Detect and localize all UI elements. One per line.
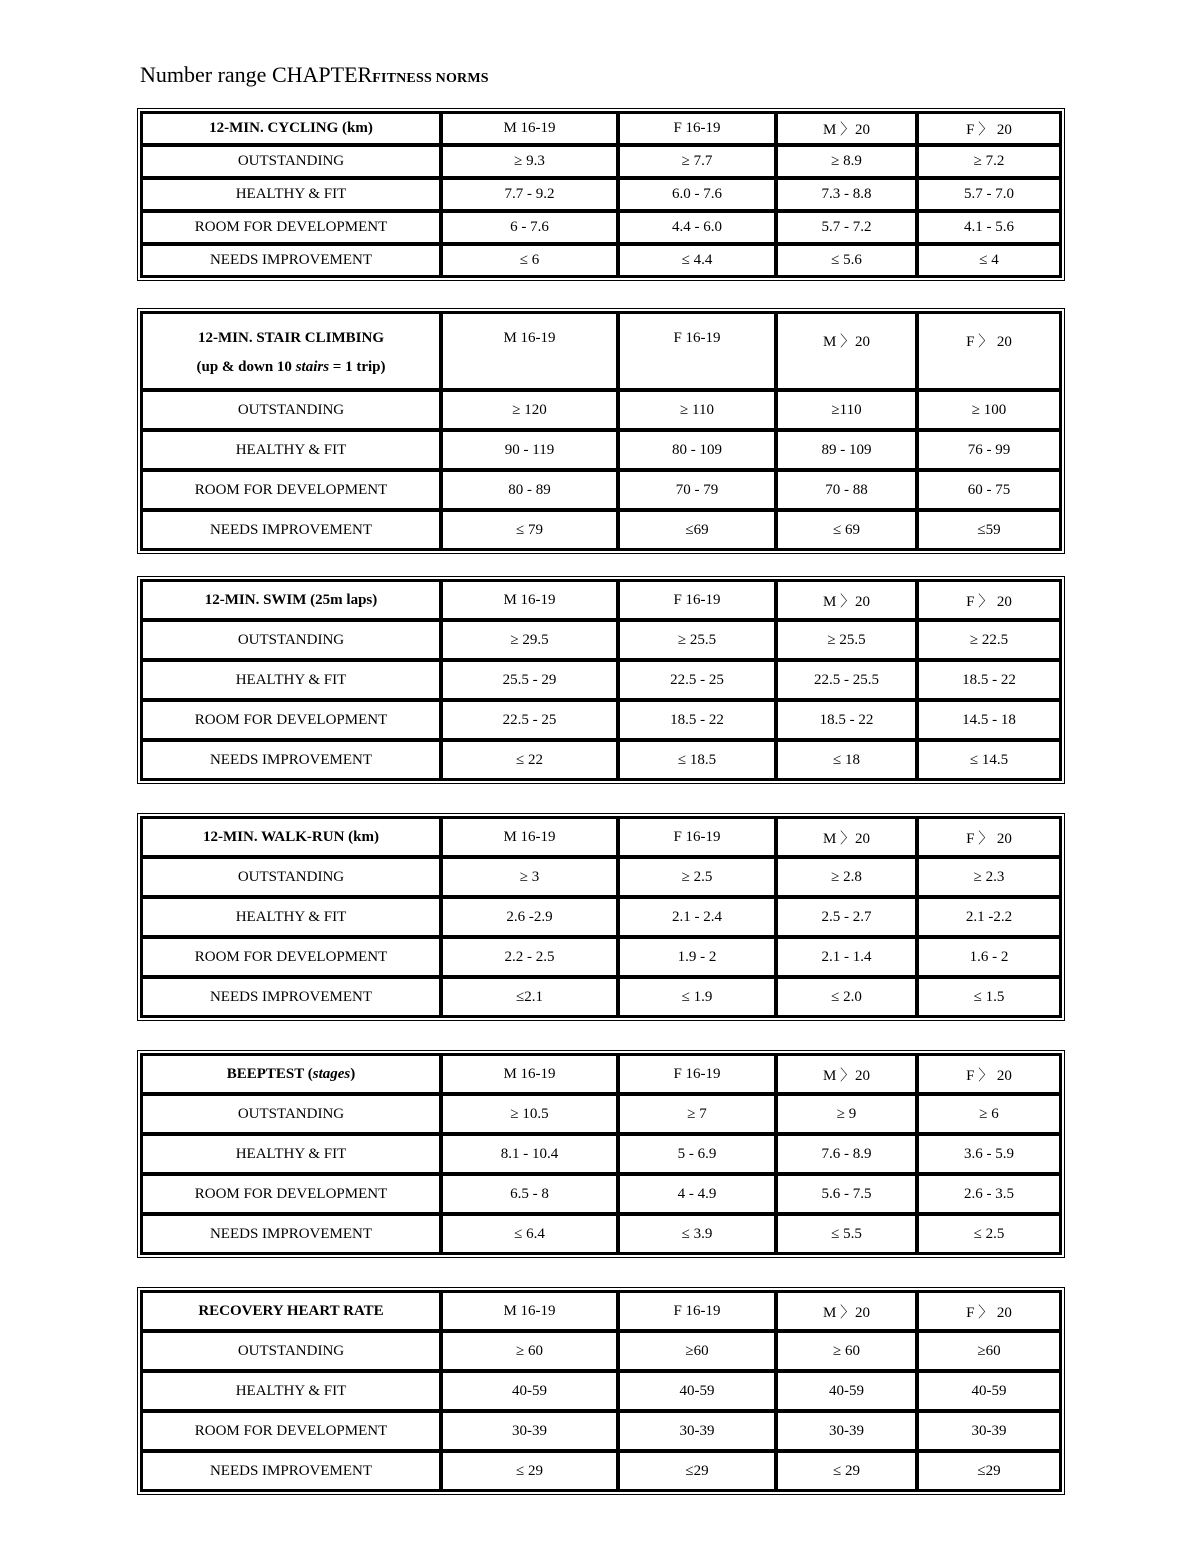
table-cell: ≤ 18: [776, 740, 917, 780]
walk-run-norms-table: [137, 813, 1065, 1021]
row-label: OUTSTANDING: [141, 145, 441, 178]
row-label: OUTSTANDING: [141, 857, 441, 897]
table-cell: ≥ 100: [917, 390, 1061, 430]
table-cell: 4 - 4.9: [618, 1174, 776, 1214]
row-label: HEALTHY & FIT: [141, 660, 441, 700]
table-cell: ≥ 7.7: [618, 145, 776, 178]
table-cell: 70 - 79: [618, 470, 776, 510]
title-part: BEEPTEST (: [226, 1065, 313, 1082]
column-header: F 〉 20: [917, 312, 1061, 390]
column-header: F 16-19: [618, 112, 776, 145]
table-cell: 2.2 - 2.5: [441, 937, 618, 977]
table-cell: ≤ 3.9: [618, 1214, 776, 1254]
column-header: M 16-19: [441, 1291, 618, 1331]
table-cell: ≤ 5.5: [776, 1214, 917, 1254]
column-header: M 16-19: [441, 580, 618, 620]
column-header: M 16-19: [441, 817, 618, 857]
table-cell: 7.7 - 9.2: [441, 178, 618, 211]
table-cell: 3.6 - 5.9: [917, 1134, 1061, 1174]
column-header: M 16-19: [441, 1054, 618, 1094]
row-label: NEEDS IMPROVEMENT: [141, 1451, 441, 1491]
table-cell: ≤ 2.5: [917, 1214, 1061, 1254]
table-cell: ≥ 9: [776, 1094, 917, 1134]
test-title: 12-MIN. SWIM (25m laps): [141, 580, 441, 620]
table-cell: 40-59: [618, 1371, 776, 1411]
table-cell: 40-59: [917, 1371, 1061, 1411]
test-title: RECOVERY HEART RATE: [141, 1291, 441, 1331]
column-header: F 16-19: [618, 1054, 776, 1094]
row-label: HEALTHY & FIT: [141, 430, 441, 470]
table-cell: ≥ 29.5: [441, 620, 618, 660]
table-cell: 80 - 89: [441, 470, 618, 510]
row-label: HEALTHY & FIT: [141, 1371, 441, 1411]
table-cell: 70 - 88: [776, 470, 917, 510]
table-cell: 2.1 - 1.4: [776, 937, 917, 977]
row-label: NEEDS IMPROVEMENT: [141, 1214, 441, 1254]
table-cell: ≥ 2.5: [618, 857, 776, 897]
column-header: M 〉20: [776, 112, 917, 145]
table-cell: ≤ 1.5: [917, 977, 1061, 1017]
column-header: F 16-19: [618, 1291, 776, 1331]
table-cell: ≥60: [917, 1331, 1061, 1371]
table-cell: 30-39: [917, 1411, 1061, 1451]
table-cell: ≥ 60: [776, 1331, 917, 1371]
recovery-heart-rate-norms-table: [137, 1287, 1065, 1495]
table-cell: 2.5 - 2.7: [776, 897, 917, 937]
column-header: F 16-19: [618, 580, 776, 620]
column-header: M 〉20: [776, 312, 917, 390]
table-cell: ≥ 7.2: [917, 145, 1061, 178]
cycling-norms-table: [137, 108, 1065, 281]
table-cell: ≥ 10.5: [441, 1094, 618, 1134]
table-cell: 5.7 - 7.2: [776, 211, 917, 244]
row-label: OUTSTANDING: [141, 620, 441, 660]
table-cell: ≥ 25.5: [776, 620, 917, 660]
table-cell: 40-59: [441, 1371, 618, 1411]
table-cell: 14.5 - 18: [917, 700, 1061, 740]
table-cell: ≤29: [618, 1451, 776, 1491]
table-cell: ≤ 29: [776, 1451, 917, 1491]
row-label: OUTSTANDING: [141, 390, 441, 430]
column-header: M 〉20: [776, 1291, 917, 1331]
table-cell: ≥ 8.9: [776, 145, 917, 178]
row-label: ROOM FOR DEVELOPMENT: [141, 1174, 441, 1214]
table-cell: 2.1 -2.2: [917, 897, 1061, 937]
table-cell: 6.5 - 8: [441, 1174, 618, 1214]
table-cell: 22.5 - 25: [618, 660, 776, 700]
row-label: ROOM FOR DEVELOPMENT: [141, 700, 441, 740]
subtitle-part: (up & down 10: [196, 359, 296, 375]
column-header: M 〉20: [776, 580, 917, 620]
column-header: F 〉 20: [917, 817, 1061, 857]
table-cell: 1.9 - 2: [618, 937, 776, 977]
stair-climbing-norms-table: [137, 308, 1065, 554]
table-cell: 22.5 - 25: [441, 700, 618, 740]
test-title: 12-MIN. WALK-RUN (km): [141, 817, 441, 857]
table-cell: ≤ 22: [441, 740, 618, 780]
table-cell: ≤ 5.6: [776, 244, 917, 277]
row-label: NEEDS IMPROVEMENT: [141, 740, 441, 780]
table-cell: ≥ 60: [441, 1331, 618, 1371]
table-cell: ≤2.1: [441, 977, 618, 1017]
table-cell: 60 - 75: [917, 470, 1061, 510]
table-cell: 76 - 99: [917, 430, 1061, 470]
table-cell: ≥ 22.5: [917, 620, 1061, 660]
table-cell: 4.4 - 6.0: [618, 211, 776, 244]
table-cell: 18.5 - 22: [776, 700, 917, 740]
table-cell: 2.6 -2.9: [441, 897, 618, 937]
table-cell: 6.0 - 7.6: [618, 178, 776, 211]
column-header: F 16-19: [618, 312, 776, 390]
table-cell: 30-39: [776, 1411, 917, 1451]
table-cell: 30-39: [618, 1411, 776, 1451]
table-cell: ≥ 6: [917, 1094, 1061, 1134]
table-cell: 1.6 - 2: [917, 937, 1061, 977]
row-label: HEALTHY & FIT: [141, 1134, 441, 1174]
column-header: F 〉 20: [917, 1291, 1061, 1331]
table-cell: ≤ 6: [441, 244, 618, 277]
row-label: HEALTHY & FIT: [141, 897, 441, 937]
row-label: NEEDS IMPROVEMENT: [141, 510, 441, 550]
table-cell: 30-39: [441, 1411, 618, 1451]
row-label: ROOM FOR DEVELOPMENT: [141, 937, 441, 977]
table-cell: 5.6 - 7.5: [776, 1174, 917, 1214]
table-cell: ≥ 9.3: [441, 145, 618, 178]
title-emphasis: stages: [312, 1065, 351, 1082]
table-cell: 8.1 - 10.4: [441, 1134, 618, 1174]
table-cell: 18.5 - 22: [618, 700, 776, 740]
test-subtitle: [143, 359, 439, 376]
table-cell: ≥110: [776, 390, 917, 430]
test-title: [141, 312, 441, 390]
column-header: F 〉 20: [917, 1054, 1061, 1094]
table-cell: ≥ 3: [441, 857, 618, 897]
table-cell: ≤ 6.4: [441, 1214, 618, 1254]
table-cell: 90 - 119: [441, 430, 618, 470]
table-cell: 7.6 - 8.9: [776, 1134, 917, 1174]
table-cell: ≥ 7: [618, 1094, 776, 1134]
table-cell: 4.1 - 5.6: [917, 211, 1061, 244]
title-part: ): [350, 1065, 356, 1082]
row-label: ROOM FOR DEVELOPMENT: [141, 1411, 441, 1451]
column-header: F 〉 20: [917, 112, 1061, 145]
heading-sub: FITNESS NORMS: [372, 71, 489, 86]
subtitle-emphasis: stairs: [295, 359, 330, 375]
table-cell: 40-59: [776, 1371, 917, 1411]
swim-norms-table: [137, 576, 1065, 784]
table-cell: ≤ 18.5: [618, 740, 776, 780]
test-title: 12-MIN. CYCLING (km): [141, 112, 441, 145]
table-cell: ≥ 110: [618, 390, 776, 430]
table-cell: ≤ 1.9: [618, 977, 776, 1017]
table-cell: 6 - 7.6: [441, 211, 618, 244]
row-label: OUTSTANDING: [141, 1331, 441, 1371]
test-title: [141, 1054, 441, 1094]
column-header: M 〉20: [776, 1054, 917, 1094]
table-cell: 2.6 - 3.5: [917, 1174, 1061, 1214]
table-cell: ≤ 69: [776, 510, 917, 550]
column-header: M 16-19: [441, 312, 618, 390]
table-cell: ≥ 25.5: [618, 620, 776, 660]
table-cell: 5 - 6.9: [618, 1134, 776, 1174]
table-cell: 18.5 - 22: [917, 660, 1061, 700]
table-cell: ≥ 120: [441, 390, 618, 430]
table-cell: ≤ 29: [441, 1451, 618, 1491]
row-label: ROOM FOR DEVELOPMENT: [141, 470, 441, 510]
page-heading: [140, 62, 489, 88]
row-label: OUTSTANDING: [141, 1094, 441, 1134]
subtitle-part: = 1 trip): [329, 359, 386, 375]
table-cell: 89 - 109: [776, 430, 917, 470]
table-cell: ≥60: [618, 1331, 776, 1371]
table-cell: ≤ 4: [917, 244, 1061, 277]
row-label: NEEDS IMPROVEMENT: [141, 977, 441, 1017]
row-label: ROOM FOR DEVELOPMENT: [141, 211, 441, 244]
table-cell: ≤ 14.5: [917, 740, 1061, 780]
table-cell: ≤59: [917, 510, 1061, 550]
table-cell: 22.5 - 25.5: [776, 660, 917, 700]
column-header: F 16-19: [618, 817, 776, 857]
column-header: M 16-19: [441, 112, 618, 145]
table-cell: 80 - 109: [618, 430, 776, 470]
table-cell: ≥ 2.3: [917, 857, 1061, 897]
table-cell: 25.5 - 29: [441, 660, 618, 700]
heading-main: Number range CHAPTER: [140, 62, 373, 87]
table-cell: ≤ 2.0: [776, 977, 917, 1017]
table-cell: ≤29: [917, 1451, 1061, 1491]
table-cell: ≥ 2.8: [776, 857, 917, 897]
beep-test-norms-table: [137, 1050, 1065, 1258]
table-cell: ≤69: [618, 510, 776, 550]
table-cell: ≤ 79: [441, 510, 618, 550]
table-cell: ≤ 4.4: [618, 244, 776, 277]
column-header: M 〉20: [776, 817, 917, 857]
row-label: HEALTHY & FIT: [141, 178, 441, 211]
table-cell: 7.3 - 8.8: [776, 178, 917, 211]
table-cell: 5.7 - 7.0: [917, 178, 1061, 211]
row-label: NEEDS IMPROVEMENT: [141, 244, 441, 277]
test-title-text: 12-MIN. STAIR CLIMBING: [198, 330, 384, 346]
table-cell: 2.1 - 2.4: [618, 897, 776, 937]
column-header: F 〉 20: [917, 580, 1061, 620]
